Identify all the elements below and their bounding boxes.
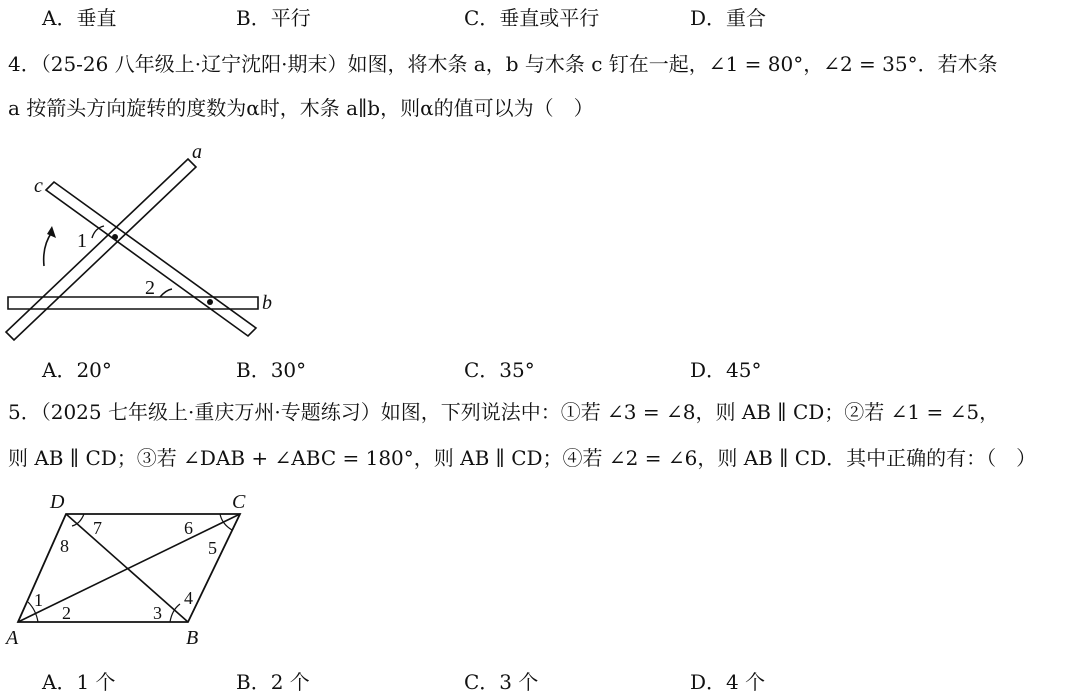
nail-ac [112, 234, 118, 240]
vertex-d: D [50, 491, 65, 513]
q5-option-d: D．4 个 [690, 670, 766, 694]
q4-stem-line2: a 按箭头方向旋转的度数为α时，木条 a∥b，则α的值可以为（ ） [8, 96, 594, 120]
label-c: c [34, 175, 43, 197]
q5-option-b: B．2 个 [236, 670, 310, 694]
angle-7: 7 [93, 518, 102, 538]
q5-option-a: A．1 个 [42, 670, 116, 694]
arrow-head [47, 226, 56, 238]
angle-2: 2 [62, 603, 71, 623]
q4-option-c: C．35° [464, 358, 535, 382]
angle2-label: 2 [145, 277, 155, 299]
rotation-arrow [44, 232, 52, 266]
nail-bc [207, 299, 213, 305]
stick-c [46, 182, 256, 336]
angle-5: 5 [208, 538, 217, 558]
q3-option-a: A．垂直 [42, 6, 117, 30]
label-b: b [262, 292, 272, 314]
q4-option-d: D．45° [690, 358, 762, 382]
q5-figure [0, 486, 270, 656]
angle-1: 1 [34, 590, 43, 610]
label-a: a [192, 141, 202, 163]
q5-option-c: C．3 个 [464, 670, 539, 694]
angle-8: 8 [60, 536, 69, 556]
q4-option-a: A．20° [42, 358, 112, 382]
angle2-arc [160, 289, 172, 297]
q5-stem-line1: 5．（2025 七年级上·重庆万州·专题练习）如图，下列说法中：①若 ∠3 = ∠8，则 AB ∥ CD；②若 ∠1 = ∠5， [8, 400, 1000, 424]
q3-option-d: D．重合 [690, 6, 767, 30]
angle-6: 6 [184, 518, 193, 538]
q3-option-c: C．垂直或平行 [464, 6, 600, 30]
q5-stem-line2: 则 AB ∥ CD；③若 ∠DAB + ∠ABC = 180°，则 AB ∥ CD；④若 ∠2 = ∠6，则 AB ∥ CD．其中正确的有：（ ） [8, 446, 1037, 470]
angle-3: 3 [153, 603, 162, 623]
vertex-b: B [186, 627, 199, 649]
q4-stem-line1: 4．（25-26 八年级上·辽宁沈阳·期末）如图，将木条 a，b 与木条 c 钉在一起，∠1 = 80°，∠2 = 35°．若木条 [8, 52, 998, 76]
angle1-label: 1 [77, 230, 87, 252]
vertex-a: A [6, 627, 19, 649]
q3-option-b: B．平行 [236, 6, 311, 30]
q4-figure [0, 140, 290, 350]
diagonal-ac [18, 514, 240, 622]
angle-4: 4 [184, 588, 193, 608]
vertex-c: C [232, 491, 246, 513]
q4-option-b: B．30° [236, 358, 307, 382]
diagonal-bd [66, 514, 188, 622]
